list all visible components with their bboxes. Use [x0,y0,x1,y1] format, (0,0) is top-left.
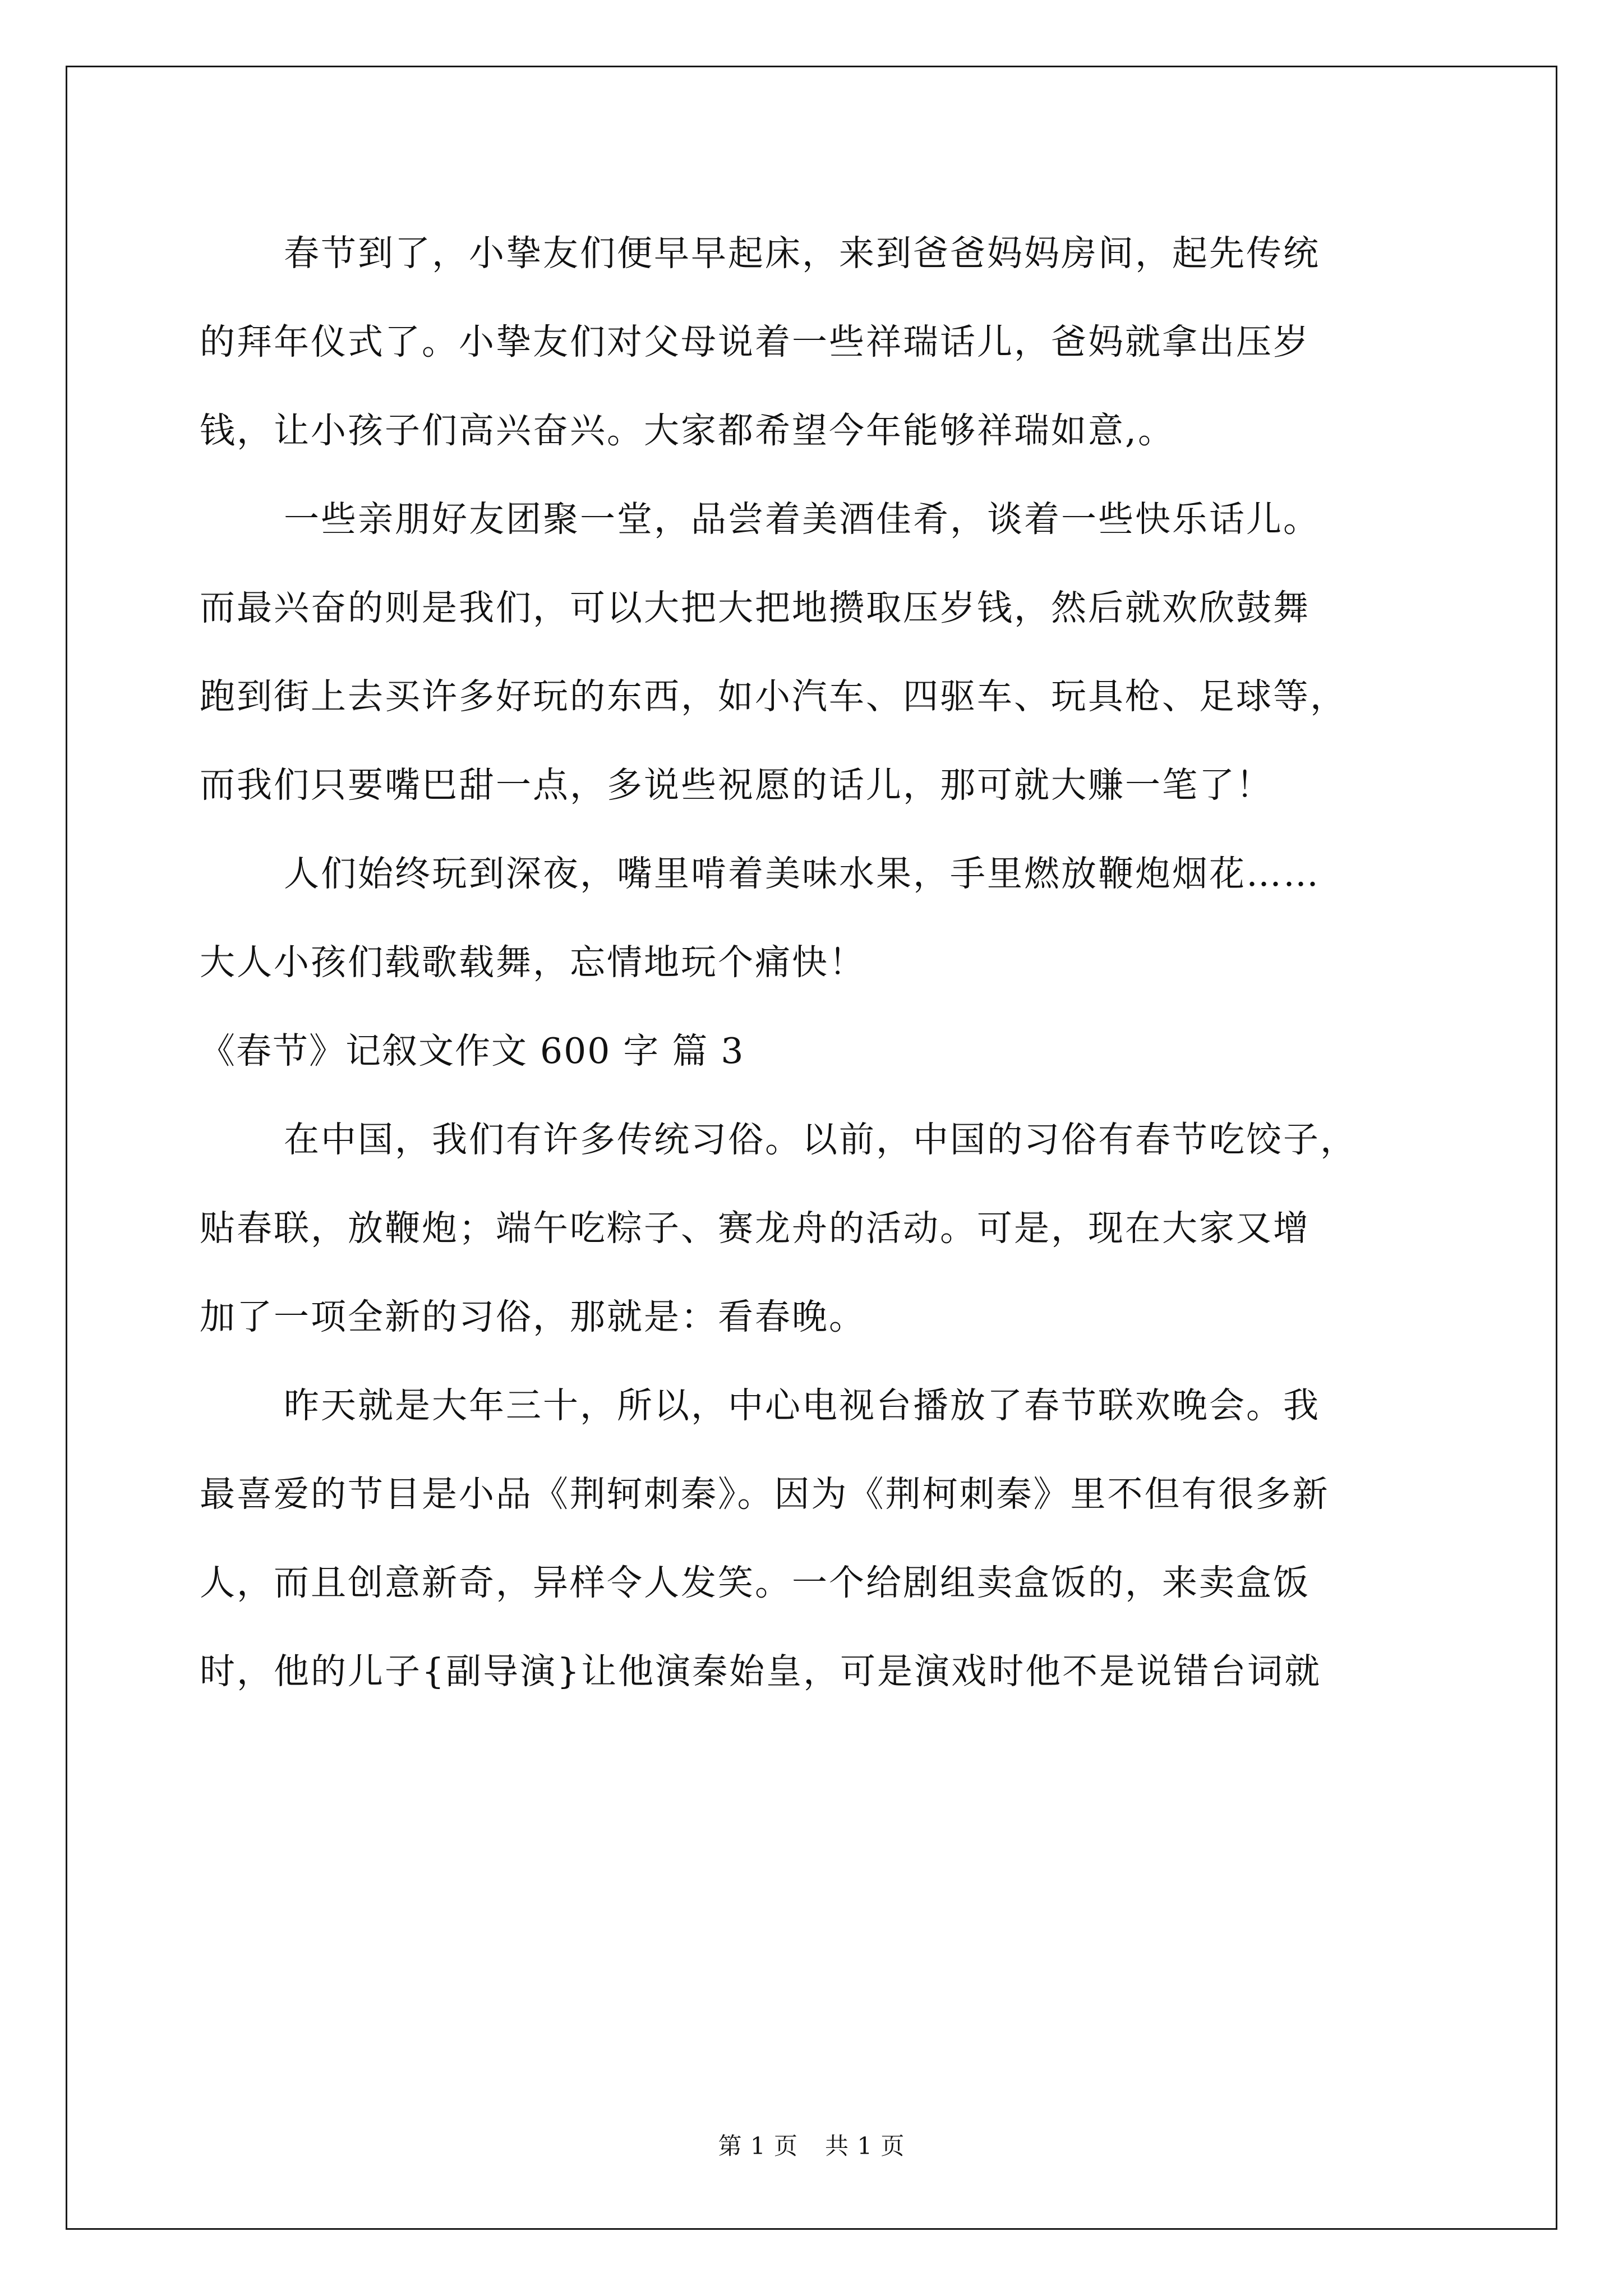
paragraph-5-line-3: 人，而且创意新奇，异样令人发笑。一个给剧组卖盒饭的，来卖盒饭 [200,1562,1310,1603]
paragraph-2-line-2: 而最兴奋的则是我们，可以大把大把地攒取压岁钱，然后就欢欣鼓舞 [200,587,1310,628]
paragraph-1-line-1: 春节到了，小挚友们便早早起床，来到爸爸妈妈房间，起先传统 [284,233,1320,274]
paragraph-4-line-1: 在中国，我们有许多传统习俗。以前，中国的习俗有春节吃饺子， [284,1119,1357,1160]
paragraph-2-line-1: 一些亲朋好友团聚一堂，品尝着美酒佳肴，谈着一些快乐话儿。 [284,499,1320,540]
paragraph-5-line-2: 最喜爱的节目是小品《荆轲刺秦》。因为《荆柯刺秦》里不但有很多新 [200,1474,1330,1515]
paragraph-1-line-2: 的拜年仪式了。小挚友们对父母说着一些祥瑞话儿，爸妈就拿出压岁 [200,321,1310,362]
paragraph-3-line-2: 大人小孩们载歌载舞，忘情地玩个痛快！ [200,942,866,983]
page-footer [0,2131,1623,2162]
paragraph-5-line-4: 时，他的儿子{副导演}让他演秦始皇，可是演戏时他不是说错台词就 [200,1651,1322,1692]
paragraph-1-line-3: 钱，让小孩子们高兴奋兴。大家都希望今年能够祥瑞如意,。 [200,410,1175,451]
paragraph-4-line-3: 加了一项全新的习俗，那就是：看春晚。 [200,1296,866,1337]
page-number-current: 第 1 页 [718,2132,798,2160]
paragraph-3-line-1: 人们始终玩到深夜，嘴里啃着美味水果，手里燃放鞭炮烟花…… [284,853,1320,894]
paragraph-2-line-3: 跑到街上去买许多好玩的东西，如小汽车、四驱车、玩具枪、足球等， [200,676,1347,717]
page-number-total: 共 1 页 [825,2132,905,2160]
paragraph-5-line-1: 昨天就是大年三十，所以，中心电视台播放了春节联欢晚会。我 [284,1385,1320,1426]
section-heading: 《春节》记叙文作文 600 字 篇 3 [200,1030,745,1071]
paragraph-4-line-2: 贴春联，放鞭炮；端午吃粽子、赛龙舟的活动。可是，现在大家又增 [200,1208,1310,1249]
paragraph-2-line-4: 而我们只要嘴巴甜一点，多说些祝愿的话儿，那可就大赚一笔了！ [200,765,1273,806]
